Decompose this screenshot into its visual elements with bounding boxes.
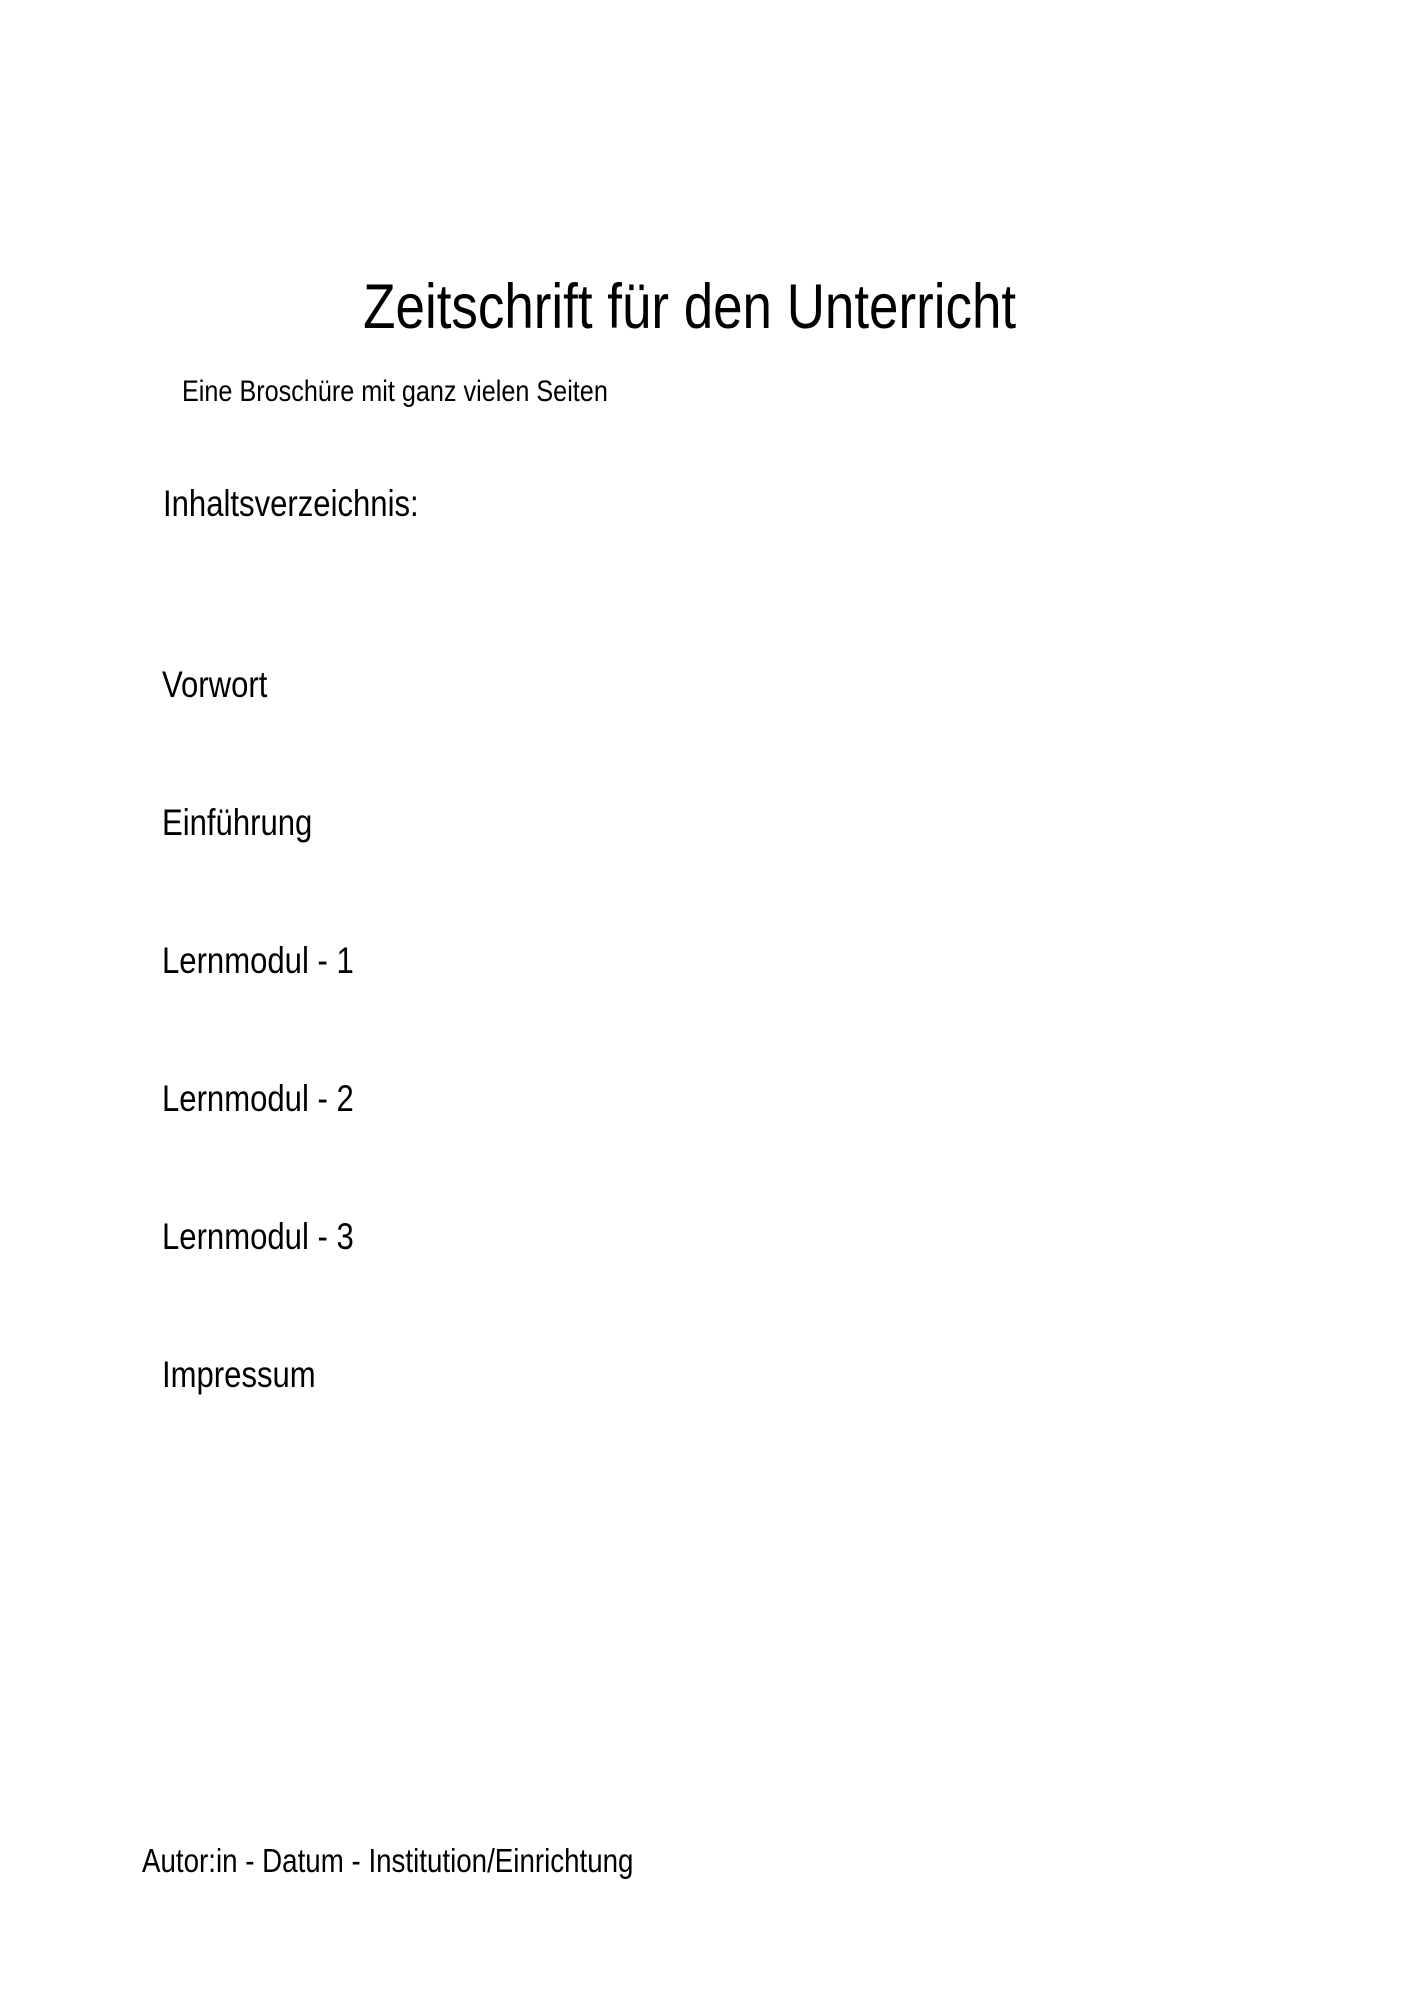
- page-title: [0, 272, 1414, 343]
- toc-item: [162, 1076, 390, 1122]
- toc-item-text: Einführung: [162, 802, 313, 843]
- page-title-text: Zeitschrift für den Unterricht: [363, 272, 1017, 343]
- toc-heading: [163, 485, 467, 522]
- toc-item-text: Lernmodul - 3: [162, 1216, 354, 1257]
- toc-item-text: Impressum: [162, 1354, 316, 1395]
- toc-item: [162, 800, 390, 846]
- author-footer-text: Autor:in - Datum - Institution/Einrichtung: [142, 1842, 634, 1879]
- toc-item: [162, 1214, 390, 1260]
- toc-item-text: Lernmodul - 1: [162, 940, 354, 981]
- toc-item-text: Lernmodul - 2: [162, 1078, 354, 1119]
- toc-heading-text: Inhaltsverzeichnis:: [163, 483, 419, 524]
- author-footer: [142, 1844, 727, 1877]
- page-subtitle-text: Eine Broschüre mit ganz vielen Seiten: [182, 375, 608, 408]
- toc-item: [162, 662, 390, 708]
- toc-item-text: Vorwort: [162, 664, 268, 705]
- toc-list: [162, 570, 390, 1490]
- page-subtitle: [182, 377, 689, 407]
- toc-item: [162, 938, 390, 984]
- toc-item: [162, 1352, 390, 1398]
